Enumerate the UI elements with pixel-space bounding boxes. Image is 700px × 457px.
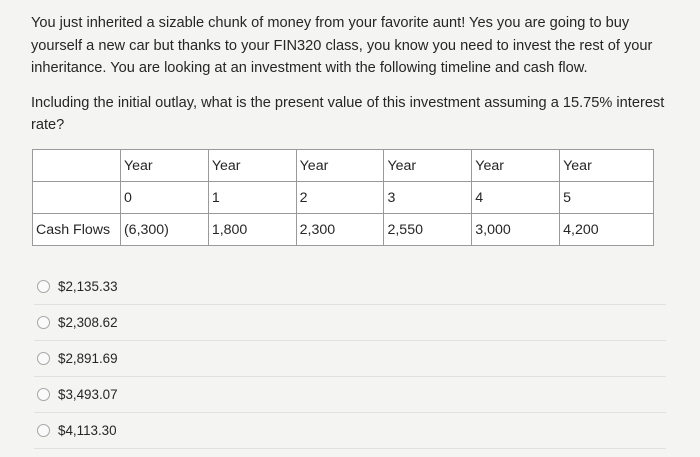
table-cell-cash-flow: (6,300) [120,214,208,246]
answer-options [34,269,666,449]
table-cell-year: 3 [384,182,472,214]
table-cell-year: 2 [296,182,384,214]
table-cell-year: 5 [560,182,654,214]
question-paragraph-2: Including the initial outlay, what is the present value of this investment assuming a 15.75% interest rate? [31,94,665,133]
answer-option[interactable] [34,341,666,377]
radio-button[interactable] [37,352,50,365]
table-cell-row-label: Cash Flows [33,214,121,246]
radio-button[interactable] [37,280,50,293]
table-cell-cash-flow: 4,200 [560,214,654,246]
table-cell-year-header: Year [120,150,208,182]
table-row-year-header [33,150,654,182]
answer-label: $3,493.07 [58,387,118,402]
table-cell-cash-flow: 3,000 [472,214,560,246]
answer-label: $2,135.33 [58,279,118,294]
table-cell-year-header: Year [384,150,472,182]
radio-button[interactable] [37,388,50,401]
question-paragraph-1: You just inherited a sizable chunk of money from your favorite aunt! Yes you are going to buy yourself a new car but thanks to your FIN320 class, you know you need to invest the rest of your inheritance. You are looking at an investment with the following timeline and cash flow. [31,15,653,76]
answer-option[interactable] [34,413,666,449]
answer-label: $4,113.30 [58,423,117,438]
table-cell-year: 1 [208,182,296,214]
table-cell-empty [33,182,121,214]
answer-option[interactable] [34,377,666,413]
table-cell-year-header: Year [472,150,560,182]
table-row-year-numbers [33,182,654,214]
answer-label: $2,308.62 [58,315,118,330]
table-cell-cash-flow: 2,550 [384,214,472,246]
table-cell-year: 0 [120,182,208,214]
table-cell-cash-flow: 1,800 [208,214,296,246]
cash-flow-table [32,149,654,246]
table-cell-cash-flow: 2,300 [296,214,384,246]
table-cell-year-header: Year [296,150,384,182]
answer-label: $2,891.69 [58,351,118,366]
question-text [31,12,679,137]
answer-option[interactable] [34,305,666,341]
answer-option[interactable] [34,269,666,305]
table-cell-year: 4 [472,182,560,214]
radio-button[interactable] [37,424,50,437]
table-cell-year-header: Year [208,150,296,182]
table-row-cash-flows [33,214,654,246]
table-cell-year-header: Year [560,150,654,182]
radio-button[interactable] [37,316,50,329]
table-cell-empty [33,150,121,182]
